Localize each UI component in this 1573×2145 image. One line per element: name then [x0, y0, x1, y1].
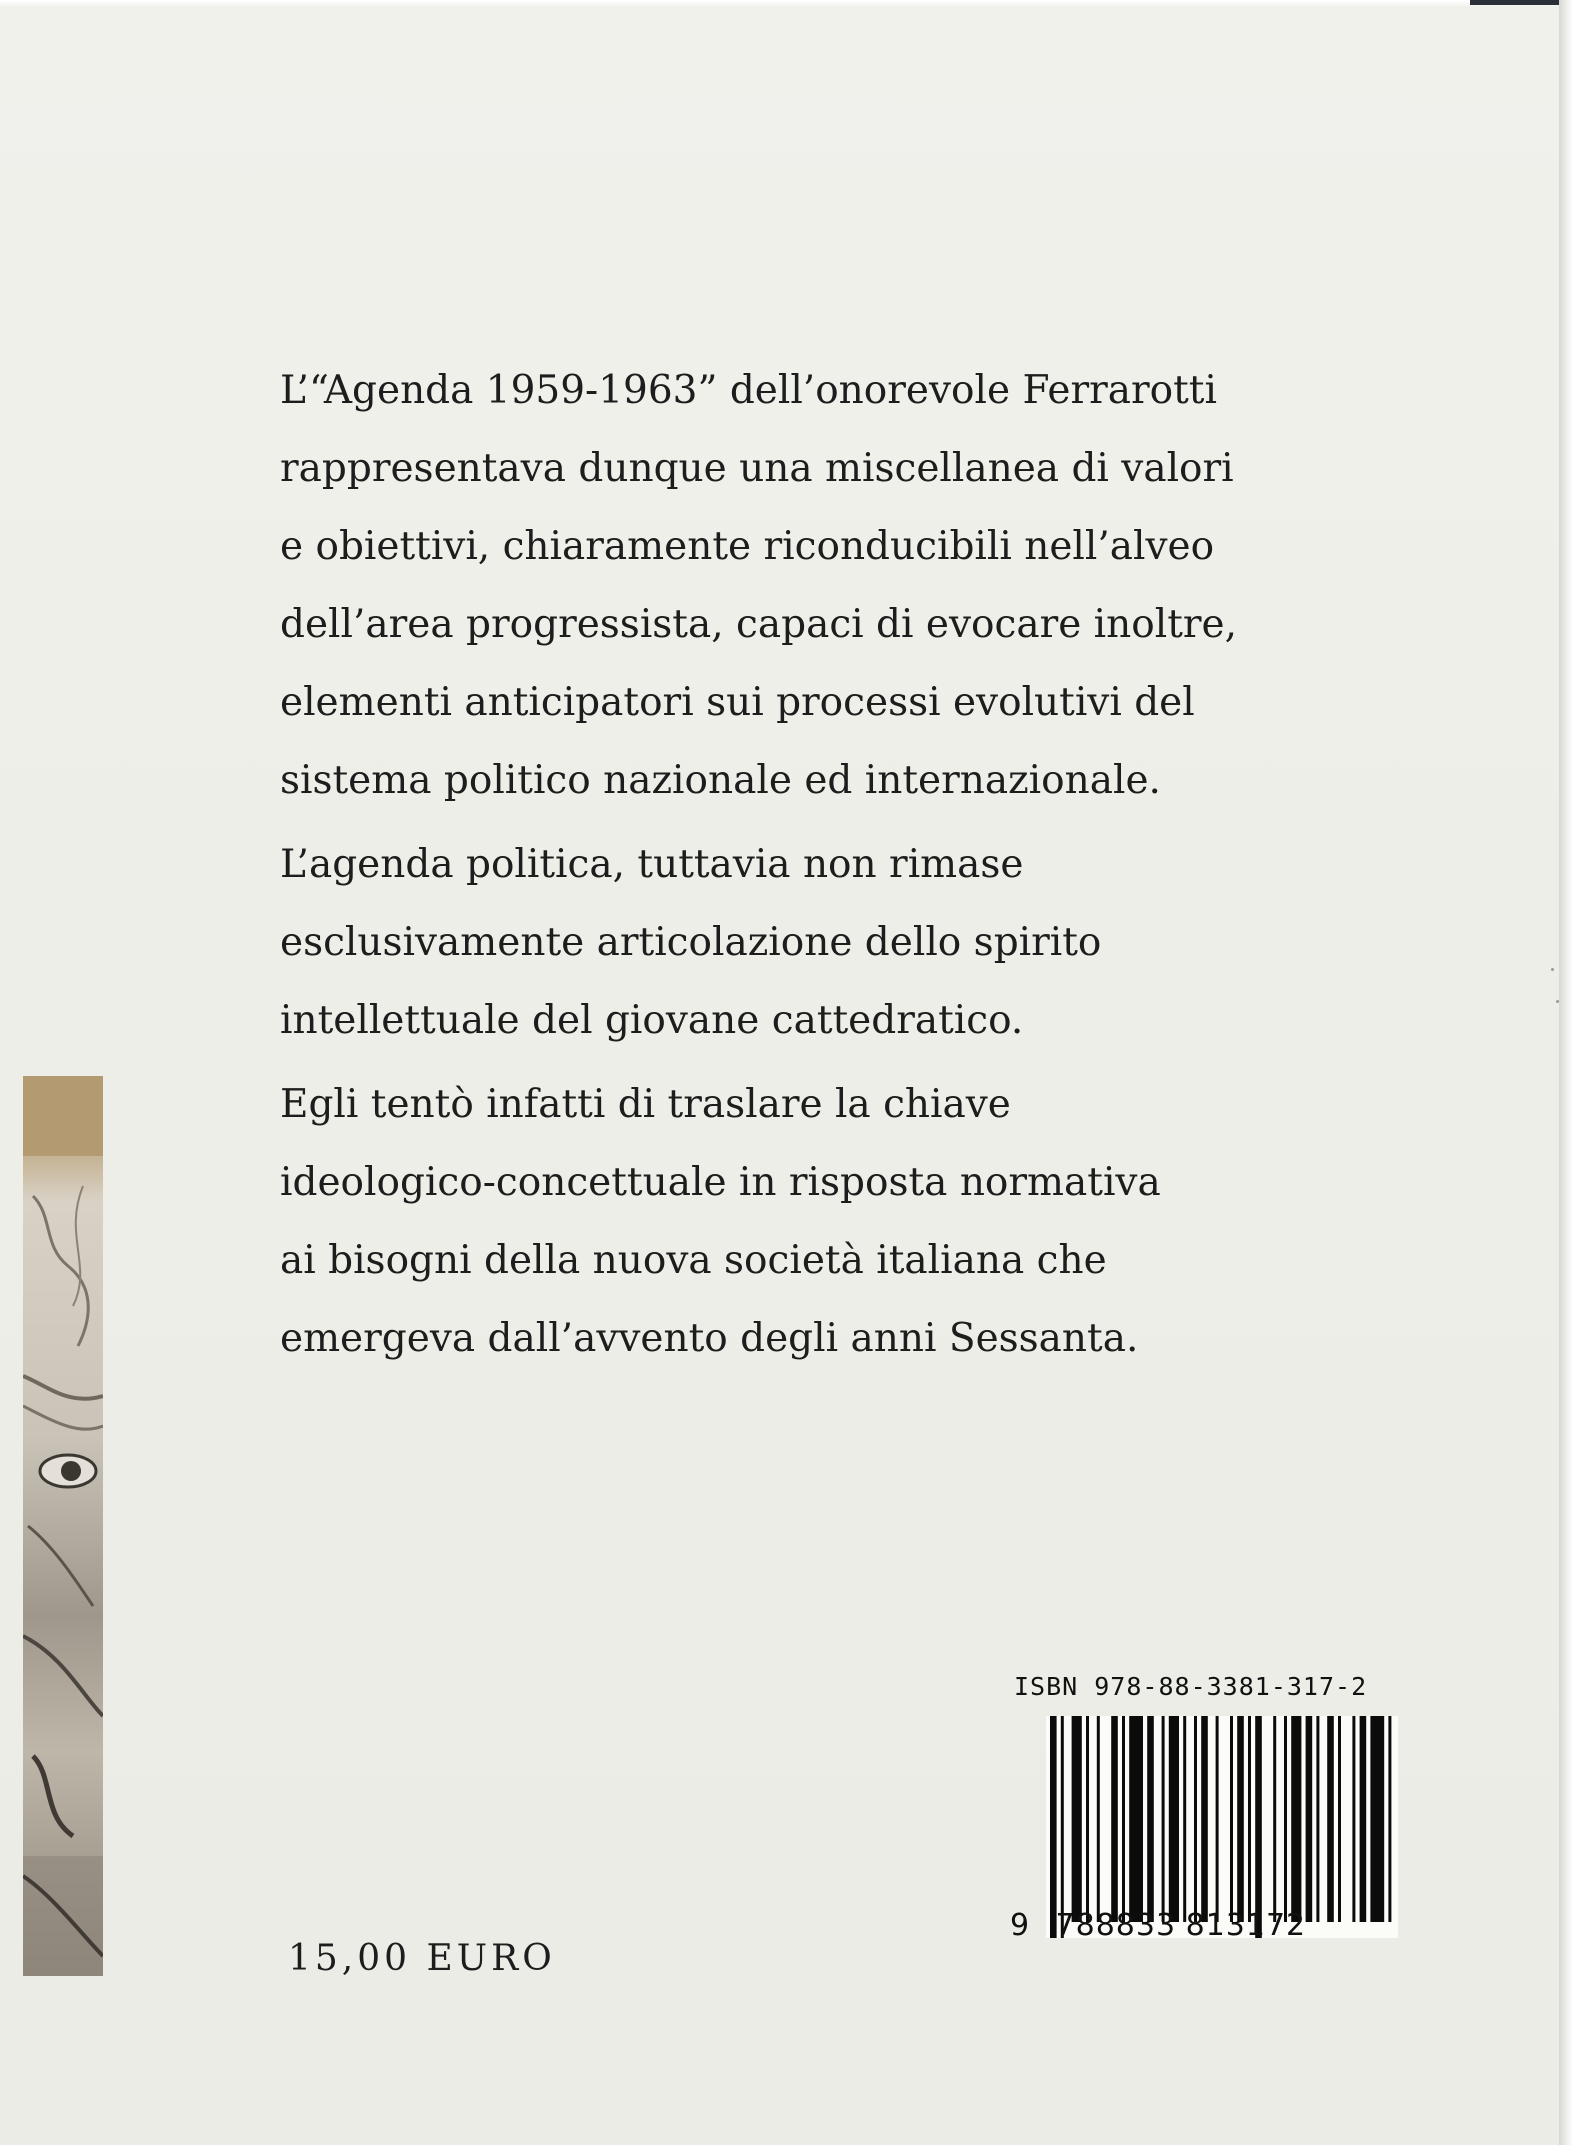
barcode-bar	[1248, 1716, 1251, 1922]
blurb-line: Egli tentò infatti di traslare la chiave	[280, 1082, 1011, 1127]
barcode-bar	[1316, 1716, 1319, 1922]
barcode-bar	[1097, 1716, 1100, 1922]
barcode-bar	[1237, 1716, 1244, 1922]
barcode	[1046, 1716, 1398, 1938]
top-edge-mark	[1470, 0, 1573, 5]
barcode-bar	[1194, 1716, 1197, 1922]
isbn-block	[1010, 1672, 1400, 1938]
barcode-bar	[1111, 1716, 1118, 1922]
barcode-bar	[1327, 1716, 1334, 1922]
dust-speck	[1551, 968, 1554, 971]
blurb-line: ai bisogni della nuova società italiana che	[280, 1238, 1107, 1283]
barcode-bar	[1086, 1716, 1089, 1922]
barcode-bar	[1255, 1716, 1262, 1938]
barcode-bar	[1072, 1716, 1082, 1922]
blurb-line: e obiettivi, chiaramente riconducibili nell’alveo	[280, 524, 1215, 569]
barcode-bars	[1046, 1716, 1398, 1938]
blurb-line: intellettuale del giovane cattedratico.	[280, 998, 1024, 1043]
barcode-bar	[1169, 1716, 1179, 1922]
blurb-paragraph-2	[280, 826, 1360, 1060]
blurb-line: rappresentava dunque una miscellanea di valori	[280, 446, 1234, 491]
right-edge-shadow	[1559, 0, 1573, 2145]
barcode-bar	[1216, 1716, 1219, 1922]
barcode-digits-right: 813172	[1185, 1908, 1307, 1943]
barcode-bar	[1338, 1716, 1341, 1922]
barcode-bar	[1050, 1716, 1057, 1938]
blurb-paragraph-1	[280, 352, 1360, 820]
barcode-bar	[1352, 1716, 1355, 1922]
blurb-line: esclusivamente articolazione dello spirito	[280, 920, 1102, 965]
barcode-bar	[1162, 1716, 1165, 1922]
barcode-bar	[1201, 1716, 1208, 1922]
barcode-digits	[1010, 1908, 1410, 1943]
blurb-line: ideologico-concettuale in risposta normativa	[280, 1160, 1161, 1205]
barcode-digit-first: 9	[1010, 1908, 1030, 1943]
blurb-line: elementi anticipatori sui processi evolutivi del	[280, 680, 1195, 725]
barcode-bar	[1370, 1716, 1384, 1922]
blurb-line: L’“Agenda 1959-1963” dell’onorevole Ferrarotti	[280, 368, 1217, 413]
blurb-line: dell’area progressista, capaci di evocare inoltre,	[280, 602, 1238, 647]
blurb-line: emergeva dall’avvento degli anni Sessanta.	[280, 1316, 1139, 1361]
blurb-line: sistema politico nazionale ed internazionale.	[280, 758, 1161, 803]
barcode-digits-left: 788833	[1055, 1908, 1177, 1943]
barcode-bar	[1061, 1716, 1064, 1938]
price-label: 15,00 EURO	[288, 1938, 556, 1979]
cover-photo-strip	[23, 1076, 103, 1976]
barcode-bar	[1230, 1716, 1233, 1922]
barcode-bar	[1388, 1716, 1391, 1922]
barcode-bar	[1306, 1716, 1313, 1922]
barcode-bar	[1284, 1716, 1287, 1922]
barcode-bar	[1183, 1716, 1186, 1922]
barcode-bar	[1291, 1716, 1301, 1922]
barcode-bar	[1122, 1716, 1125, 1922]
barcode-bar	[1273, 1716, 1276, 1922]
blurb-line: L’agenda politica, tuttavia non rimase	[280, 842, 1024, 887]
top-edge	[0, 0, 1573, 8]
isbn-label: ISBN 978-88-3381-317-2	[1014, 1672, 1368, 1701]
back-cover-blurb	[280, 352, 1360, 1384]
barcode-bar	[1129, 1716, 1143, 1922]
dust-speck	[1556, 1000, 1559, 1003]
barcode-bar	[1147, 1716, 1154, 1922]
barcode-bar	[1360, 1716, 1367, 1922]
blurb-paragraph-3	[280, 1066, 1360, 1378]
